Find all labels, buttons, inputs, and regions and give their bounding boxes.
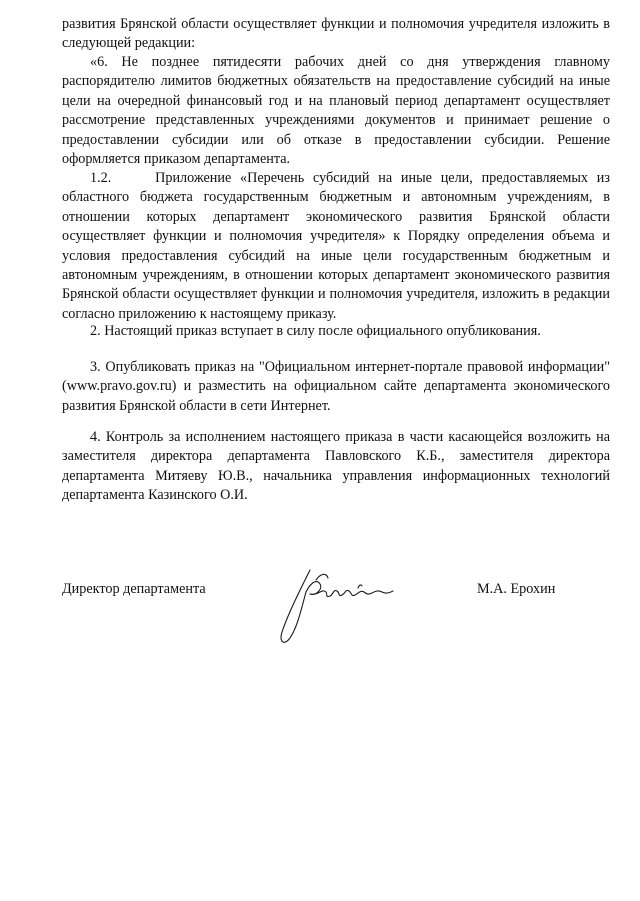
paragraph-item-6: «6. Не позднее пятидесяти рабочих дней со дня утверждения главному распорядителю лимитов бюджетных обязательств на предоставление субсидий на иные цели на очередной финансовый год и на плановый период департамент осуществляет рассмотрение представленных учреждениями документов и принимает решение о предоставлении субсидии или об отказе в предоставлении субсидии. Решение оформляется приказом департамента. xyxy=(62,54,610,168)
signatory-title: Директор департамента xyxy=(62,581,206,597)
paragraph-1-2: 1.2. Приложение «Перечень субсидий на иные цели, предоставляемых из областного бюджета государственным бюджетным и автономным учреждениям, в отношении которых департамент экономического развития Брянской области осуществляет функции и полномочия учредителя» к Порядку определения объема и условия предоставления субсидий на иные цели государственным бюджетным и автономным учреждениям, в отношении которых департамент экономического развития Брянской области осуществляет функции и полномочия учредителя, изложить в редакции согласно приложению к настоящему приказу. xyxy=(62,170,610,322)
paragraph-3: 3. Опубликовать приказ на "Официальном интернет-портале правовой информации" (www.pravo.gov.ru) и разместить на официальном сайте департамента экономического развития Брянской области в сети Интернет. xyxy=(62,359,610,414)
signatory-name: М.А. Ерохин xyxy=(477,581,556,597)
paragraph-2: 2. Настоящий приказ вступает в силу после официального опубликования. xyxy=(90,323,541,339)
paragraph-4: 4. Контроль за исполнением настоящего приказа в части касающейся возложить на заместителя директора департамента Павловского К.Б., заместителя директора департамента Митяеву Ю.В., начальника управления информационных технологий департамента Казинского О.И. xyxy=(62,429,610,504)
handwritten-signature xyxy=(270,562,400,652)
paragraph-continuation: развития Брянской области осуществляет функции и полномочия учредителя изложить в следующей редакции: xyxy=(62,16,610,52)
